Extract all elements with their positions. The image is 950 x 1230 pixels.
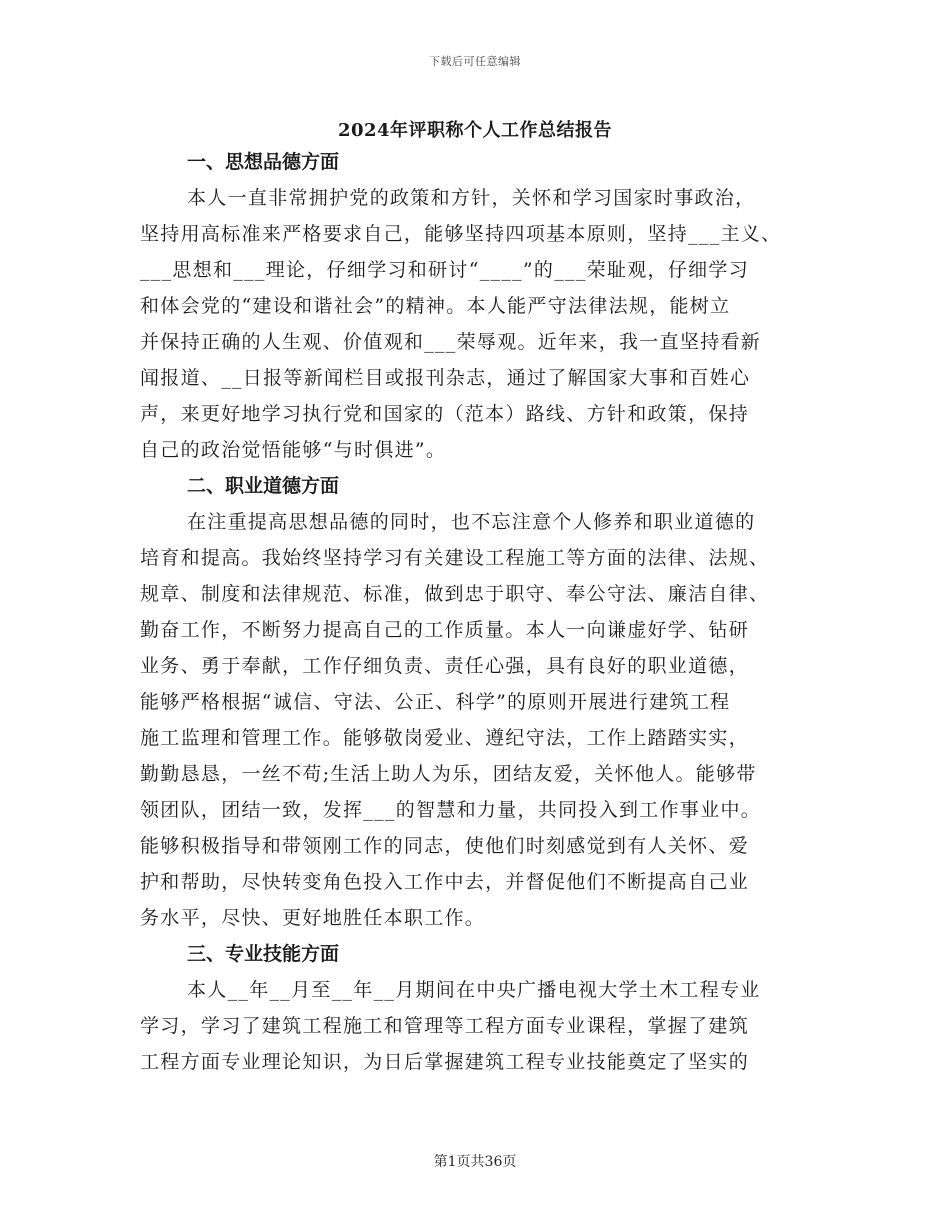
paragraph-line: 本人__年__月至__年__月期间在中央广播电视大学土木工程专业 bbox=[187, 979, 761, 1001]
paragraph-line: 能够积极指导和带领刚工作的同志，使他们时刻感觉到有人关怀、爱 bbox=[140, 835, 750, 857]
paragraph-line: 自己的政治觉悟能够“与时俱进”。 bbox=[140, 439, 447, 461]
document-title: 2024年评职称个人工作总结报告 bbox=[337, 120, 613, 141]
paragraph-line: ___思想和___理论，仔细学习和研讨“____”的___荣耻观，仔细学习 bbox=[140, 259, 750, 281]
paragraph-line: 能够严格根据“诚信、守法、公正、科学”的原则开展进行建筑工程 bbox=[140, 691, 731, 713]
paragraph-line: 施工监理和管理工作。能够敬岗爱业、遵纪守法，工作上踏踏实实， bbox=[140, 727, 750, 749]
paragraph-line: 工程方面专业理论知识，为日后掌握建筑工程专业技能奠定了坚实的 bbox=[140, 1051, 750, 1073]
paragraph-line: 并保持正确的人生观、价值观和___荣辱观。近年来，我一直坚持看新 bbox=[140, 331, 762, 353]
paragraph-line: 在注重提高思想品德的同时，也不忘注意个人修养和职业道德的 bbox=[187, 511, 756, 533]
paragraph-line: 规章、制度和法律规范、标准，做到忠于职守、奉公守法、廉洁自律、 bbox=[140, 583, 770, 605]
paragraph-line: 声，来更好地学习执行党和国家的（范本）路线、方针和政策，保持 bbox=[140, 403, 750, 425]
header-note: 下载后可任意编辑 bbox=[429, 55, 521, 68]
section-heading: 一、思想品德方面 bbox=[187, 151, 340, 173]
paragraph-line: 领团队，团结一致，发挥___的智慧和力量，共同投入到工作事业中。 bbox=[140, 799, 762, 821]
section-heading: 二、职业道德方面 bbox=[187, 475, 340, 497]
paragraph-line: 勤勤恳恳，一丝不苟;生活上助人为乐，团结友爱，关怀他人。能够带 bbox=[140, 763, 757, 785]
paragraph-line: 本人一直非常拥护党的政策和方针，关怀和学习国家时事政治， bbox=[187, 187, 756, 209]
paragraph-line: 坚持用高标准来严格要求自己，能够坚持四项基本原则，坚持___主义、 bbox=[140, 223, 782, 245]
paragraph-line: 业务、勇于奉献，工作仔细负责、责任心强，具有良好的职业道德， bbox=[140, 655, 750, 677]
page-footer: 第1页共36页 bbox=[433, 1154, 517, 1170]
paragraph-line: 闻报道、__日报等新闻栏目或报刊杂志，通过了解国家大事和百姓心 bbox=[140, 367, 751, 389]
paragraph-line: 培育和提高。我始终坚持学习有关建设工程施工等方面的法律、法规、 bbox=[140, 547, 770, 569]
paragraph-line: 务水平，尽快、更好地胜任本职工作。 bbox=[140, 907, 486, 929]
section-heading: 三、专业技能方面 bbox=[187, 943, 340, 965]
paragraph-line: 学习，学习了建筑工程施工和管理等工程方面专业课程，掌握了建筑 bbox=[140, 1015, 750, 1037]
paragraph-line: 勤奋工作，不断努力提高自己的工作质量。本人一向谦虚好学、钻研 bbox=[140, 619, 750, 641]
document-body bbox=[140, 144, 820, 1080]
paragraph-line: 和体会党的“建设和谐社会”的精神。本人能严守法律法规，能树立 bbox=[140, 295, 731, 317]
paragraph-line: 护和帮助，尽快转变角色投入工作中去，并督促他们不断提高自己业 bbox=[140, 871, 750, 893]
